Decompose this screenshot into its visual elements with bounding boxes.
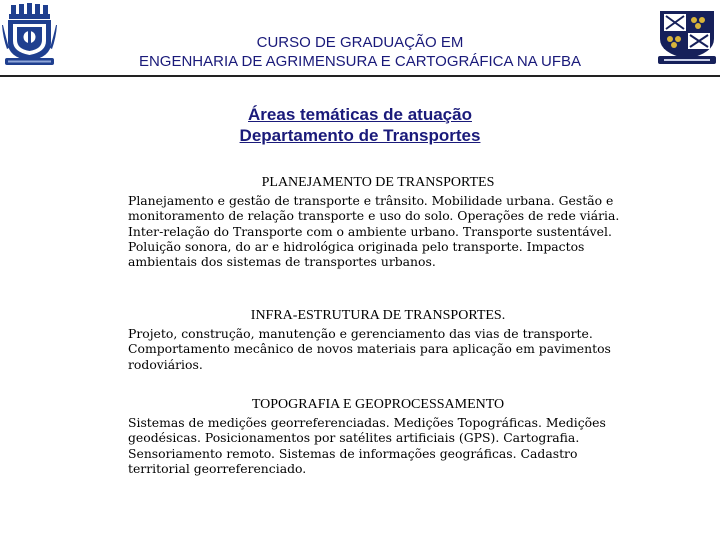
header-divider (0, 75, 720, 77)
section-heading: PLANEJAMENTO DE TRANSPORTES (261, 175, 495, 190)
section-heading: TOPOGRAFIA E GEOPROCESSAMENTO (251, 397, 505, 412)
page-title (0, 104, 720, 146)
course-header-line-1: CURSO DE GRADUAÇÃO EM (256, 34, 464, 51)
page-title-line-2: Departamento de Transportes (239, 126, 481, 145)
page-title-line-1: Áreas temáticas de atuação (248, 105, 472, 124)
section-planejamento (128, 174, 628, 269)
section-heading: INFRA-ESTRUTURA DE TRANSPORTES. (250, 308, 506, 323)
section-body: Projeto, construção, manutenção e gerenciamento das vias de transporte. Comportamento mecânico de novos materiais para aplicação em pavimentos rodoviários. (128, 326, 611, 372)
course-header-line-2: ENGENHARIA DE AGRIMENSURA E CARTOGRÁFICA NA UFBA (138, 53, 582, 70)
section-topografia (128, 396, 628, 476)
section-infraestrutura (128, 307, 628, 372)
section-body: Sistemas de medições georreferenciadas. Medições Topográficas. Medições geodésicas. Posicionamentos por satélites artificiais (GPS). Cartografia. Sensoriamento remoto. Sistemas de informações geográficas. Cadastro territorial georreferenciado. (128, 415, 606, 476)
section-body: Planejamento e gestão de transporte e trânsito. Mobilidade urbana. Gestão e monitoramento de relação transporte e uso do solo. Operações de rede viária. Inter-relação do Transporte com o ambiente urbano. Transporte sustentável. Poluição sonora, do ar e hidrológica originada pelo transporte. Impactos ambientais dos sistemas de transportes urbanos. (128, 193, 620, 270)
course-header (0, 34, 720, 71)
